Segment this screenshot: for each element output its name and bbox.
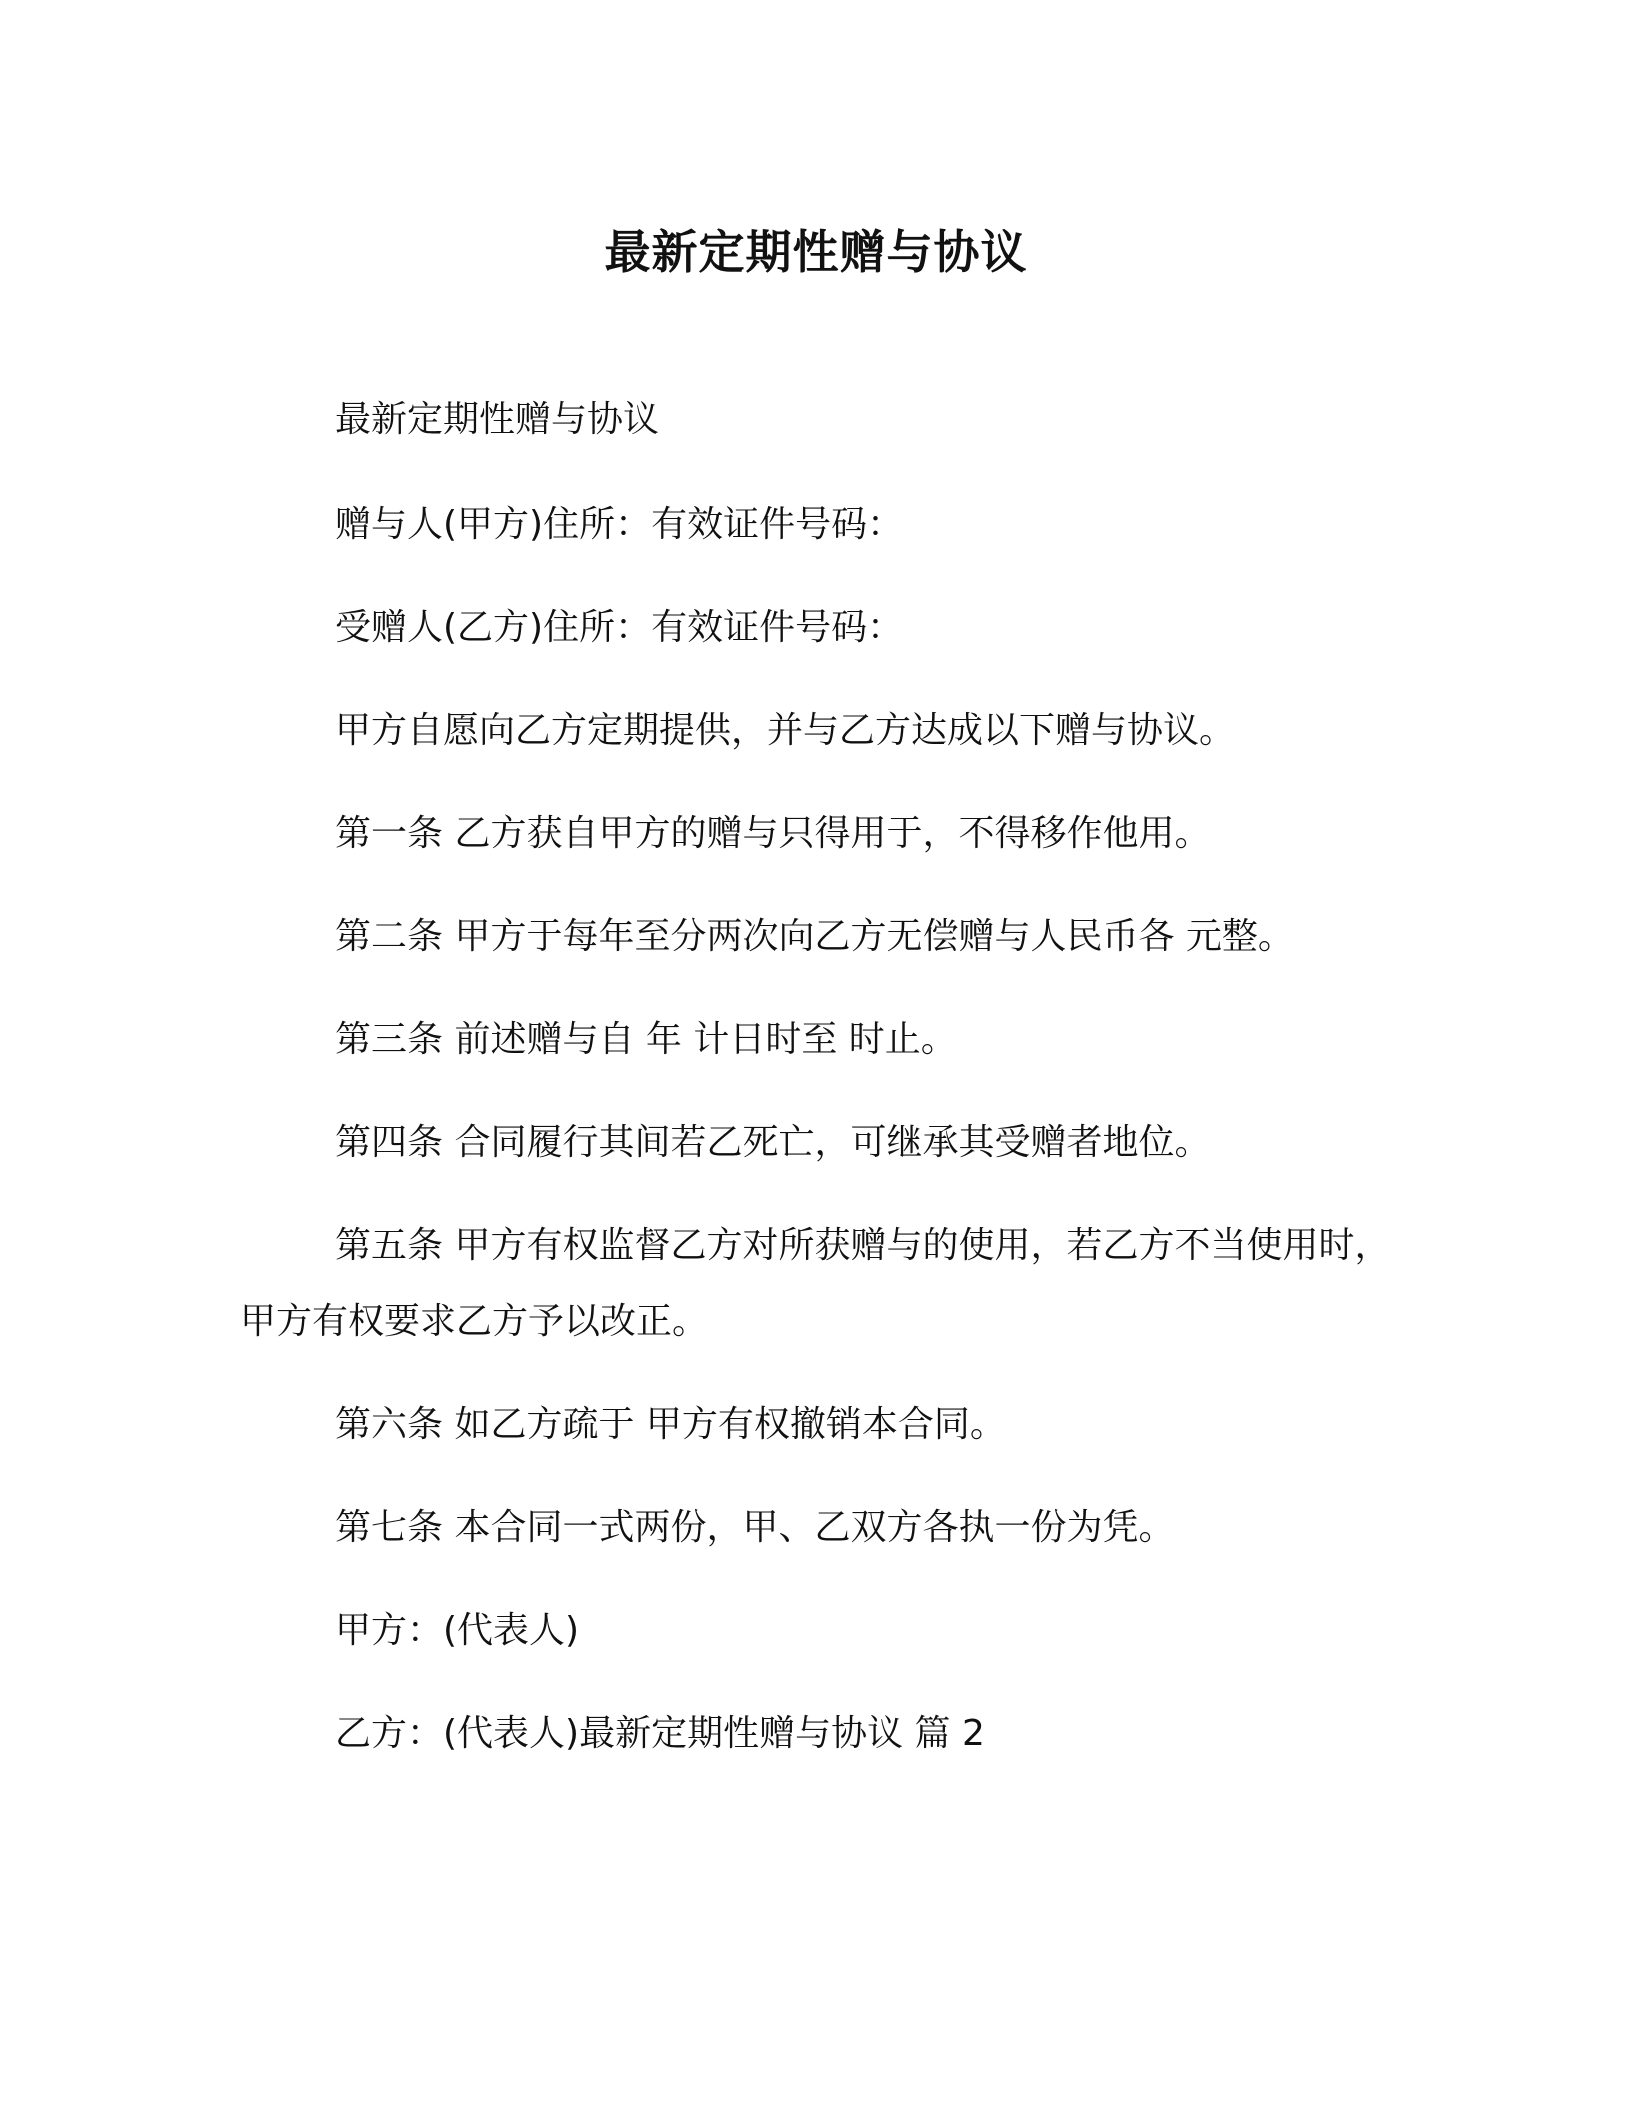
paragraph-donee: 受赠人(乙方)住所：有效证件号码： [335,607,904,648]
paragraph-heading: 最新定期性赠与协议 [335,399,660,440]
paragraph-article-7: 第七条 本合同一式两份，甲、乙双方各执一份为凭。 [335,1507,1175,1548]
paragraph-donor: 赠与人(甲方)住所：有效证件号码： [335,504,904,545]
paragraph-article-2: 第二条 甲方于每年至分两次向乙方无偿赠与人民币各 元整。 [335,916,1294,957]
paragraph-party-b: 乙方：(代表人)最新定期性赠与协议 篇 2 [335,1713,985,1754]
paragraph-article-5: 第五条 甲方有权监督乙方对所获赠与的使用，若乙方不当使用时，甲方有权要求乙方予以改正。 [240,1225,1391,1342]
paragraph-intro: 甲方自愿向乙方定期提供，并与乙方达成以下赠与协议。 [335,710,1236,751]
paragraph-article-6: 第六条 如乙方疏于 甲方有权撤销本合同。 [335,1404,1006,1445]
paragraph-party-a: 甲方：(代表人) [335,1610,580,1651]
paragraph-article-3: 第三条 前述赠与自 年 计日时至 时止。 [335,1019,957,1060]
paragraph-article-4: 第四条 合同履行其间若乙死亡，可继承其受赠者地位。 [335,1122,1211,1163]
paragraph-article-1: 第一条 乙方获自甲方的赠与只得用于，不得移作他用。 [335,813,1211,854]
document-title: 最新定期性赠与协议 [604,225,1028,279]
